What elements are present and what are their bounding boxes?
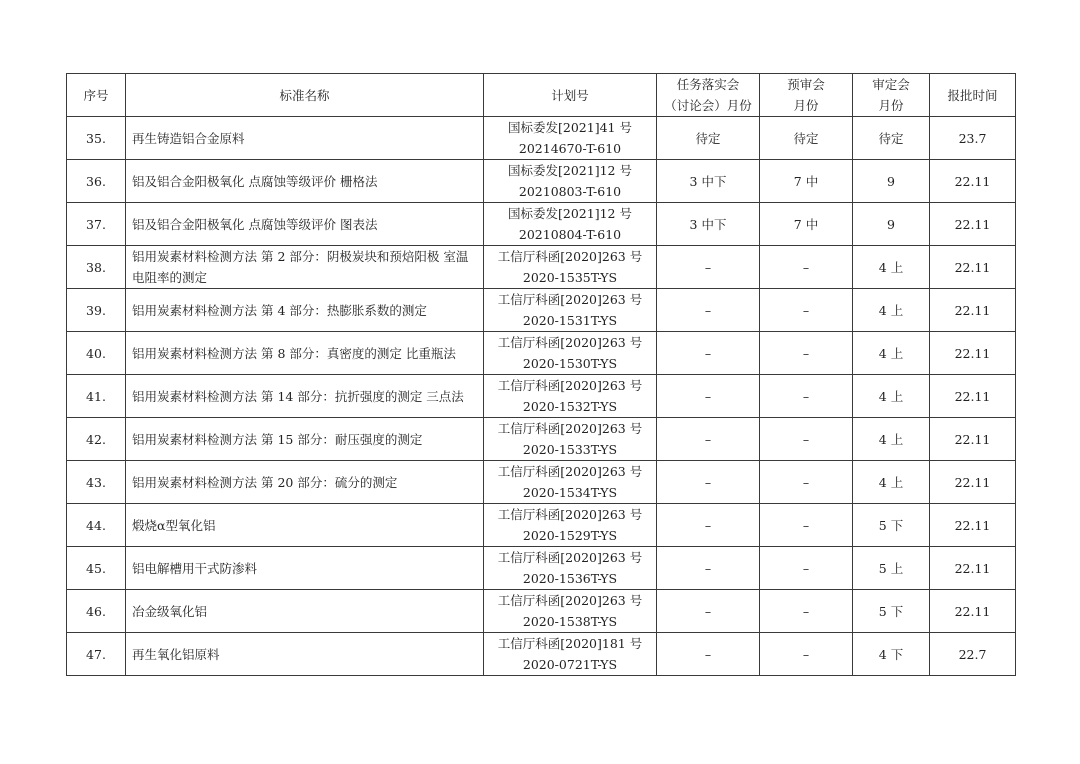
cell-task-meeting-month: 3 中下 — [657, 160, 760, 203]
cell-task-meeting-month: – — [657, 633, 760, 676]
cell-task-meeting-month: – — [657, 504, 760, 547]
cell-plan-number — [484, 160, 657, 203]
cell-task-meeting-month: – — [657, 461, 760, 504]
cell-serial-no: 40. — [67, 332, 126, 375]
plan-project-code: 2020-1534T-YS — [522, 485, 618, 500]
header-standard-name: 标准名称 — [126, 74, 484, 117]
cell-pre-review-month: – — [760, 547, 853, 590]
cell-pre-review-month: 7 中 — [760, 203, 853, 246]
cell-pre-review-month: – — [760, 633, 853, 676]
plan-project-code: 2020-0721T-YS — [522, 657, 618, 672]
plan-project-code: 20210803-T-610 — [518, 184, 622, 199]
cell-standard-name: 再生氧化铝原料 — [126, 633, 484, 676]
cell-final-review-month: 9 — [853, 203, 930, 246]
cell-plan-number — [484, 332, 657, 375]
plan-project-code: 20210804-T-610 — [518, 227, 622, 242]
cell-standard-name: 冶金级氧化铝 — [126, 590, 484, 633]
cell-standard-name: 煅烧α型氧化铝 — [126, 504, 484, 547]
cell-final-review-month: 4 上 — [853, 375, 930, 418]
plan-document-ref: 工信厅科函[2020]263 号 — [497, 292, 643, 307]
cell-task-meeting-month: – — [657, 375, 760, 418]
cell-standard-name: 铝用炭素材料检测方法 第 4 部分：热膨胀系数的测定 — [126, 289, 484, 332]
plan-document-ref: 国标委发[2021]12 号 — [508, 163, 632, 178]
cell-task-meeting-month: – — [657, 289, 760, 332]
header-final-line1: 审定会 — [872, 77, 910, 92]
cell-pre-review-month: – — [760, 461, 853, 504]
plan-document-ref: 工信厅科函[2020]263 号 — [497, 464, 643, 479]
plan-document-ref: 工信厅科函[2020]263 号 — [497, 593, 643, 608]
cell-serial-no: 36. — [67, 160, 126, 203]
plan-project-code: 2020-1530T-YS — [522, 356, 618, 371]
cell-task-meeting-month: 待定 — [657, 117, 760, 160]
cell-serial-no: 46. — [67, 590, 126, 633]
plan-project-code: 2020-1532T-YS — [522, 399, 618, 414]
header-final-line2: 月份 — [878, 98, 904, 113]
plan-project-code: 2020-1535T-YS — [522, 270, 618, 285]
plan-project-code: 2020-1536T-YS — [522, 571, 618, 586]
cell-submission-time: 22.11 — [930, 203, 1016, 246]
header-task-meeting-month — [657, 74, 760, 117]
cell-standard-name: 铝及铝合金阳极氧化 点腐蚀等级评价 图表法 — [126, 203, 484, 246]
cell-pre-review-month: – — [760, 504, 853, 547]
cell-submission-time: 22.11 — [930, 504, 1016, 547]
cell-submission-time: 22.11 — [930, 160, 1016, 203]
table-row — [67, 246, 1016, 289]
cell-submission-time: 22.11 — [930, 461, 1016, 504]
cell-serial-no: 37. — [67, 203, 126, 246]
cell-standard-name: 铝及铝合金阳极氧化 点腐蚀等级评价 栅格法 — [126, 160, 484, 203]
cell-standard-name: 铝电解槽用干式防渗料 — [126, 547, 484, 590]
cell-submission-time: 22.11 — [930, 418, 1016, 461]
cell-serial-no: 43. — [67, 461, 126, 504]
table-row — [67, 418, 1016, 461]
plan-project-code: 2020-1538T-YS — [522, 614, 618, 629]
cell-pre-review-month: – — [760, 590, 853, 633]
cell-submission-time: 22.11 — [930, 375, 1016, 418]
header-pre-line2: 月份 — [793, 98, 819, 113]
cell-final-review-month: 4 上 — [853, 461, 930, 504]
cell-final-review-month: 5 下 — [853, 590, 930, 633]
cell-plan-number — [484, 504, 657, 547]
header-task-line1: 任务落实会 — [676, 77, 740, 92]
cell-final-review-month: 4 上 — [853, 289, 930, 332]
cell-serial-no: 45. — [67, 547, 126, 590]
plan-document-ref: 工信厅科函[2020]263 号 — [497, 550, 643, 565]
cell-serial-no: 44. — [67, 504, 126, 547]
cell-submission-time: 22.11 — [930, 332, 1016, 375]
cell-pre-review-month: 7 中 — [760, 160, 853, 203]
cell-pre-review-month: – — [760, 418, 853, 461]
cell-plan-number — [484, 418, 657, 461]
cell-plan-number — [484, 289, 657, 332]
cell-task-meeting-month: – — [657, 590, 760, 633]
cell-pre-review-month: – — [760, 246, 853, 289]
cell-standard-name: 铝用炭素材料检测方法 第 15 部分：耐压强度的测定 — [126, 418, 484, 461]
header-pre-line1: 预审会 — [787, 77, 825, 92]
plan-document-ref: 工信厅科函[2020]263 号 — [497, 378, 643, 393]
cell-task-meeting-month: 3 中下 — [657, 203, 760, 246]
cell-plan-number — [484, 633, 657, 676]
cell-submission-time: 22.11 — [930, 590, 1016, 633]
cell-plan-number — [484, 547, 657, 590]
cell-standard-name: 铝用炭素材料检测方法 第 14 部分：抗折强度的测定 三点法 — [126, 375, 484, 418]
plan-document-ref: 工信厅科函[2020]263 号 — [497, 249, 643, 264]
cell-final-review-month: 4 上 — [853, 246, 930, 289]
header-final-review-month — [853, 74, 930, 117]
cell-plan-number — [484, 461, 657, 504]
table-row — [67, 633, 1016, 676]
table-row — [67, 547, 1016, 590]
plan-project-code: 2020-1529T-YS — [522, 528, 618, 543]
header-task-line2: （讨论会）月份 — [664, 98, 752, 113]
cell-submission-time: 22.11 — [930, 246, 1016, 289]
header-plan-number: 计划号 — [484, 74, 657, 117]
table-row — [67, 117, 1016, 160]
table-header-row — [67, 74, 1016, 117]
table-body — [67, 117, 1016, 676]
cell-task-meeting-month: – — [657, 332, 760, 375]
table-row — [67, 203, 1016, 246]
cell-serial-no: 35. — [67, 117, 126, 160]
cell-plan-number — [484, 246, 657, 289]
cell-pre-review-month: – — [760, 375, 853, 418]
table-row — [67, 332, 1016, 375]
cell-submission-time: 22.7 — [930, 633, 1016, 676]
cell-task-meeting-month: – — [657, 547, 760, 590]
cell-plan-number — [484, 203, 657, 246]
cell-standard-name: 铝用炭素材料检测方法 第 20 部分：硫分的测定 — [126, 461, 484, 504]
cell-pre-review-month: 待定 — [760, 117, 853, 160]
cell-final-review-month: 9 — [853, 160, 930, 203]
cell-standard-name: 铝用炭素材料检测方法 第 2 部分：阴极炭块和预焙阳极 室温电阻率的测定 — [126, 246, 484, 289]
plan-document-ref: 工信厅科函[2020]181 号 — [497, 636, 643, 651]
cell-serial-no: 38. — [67, 246, 126, 289]
cell-final-review-month: 4 上 — [853, 332, 930, 375]
cell-standard-name: 铝用炭素材料检测方法 第 8 部分：真密度的测定 比重瓶法 — [126, 332, 484, 375]
table-row — [67, 375, 1016, 418]
cell-pre-review-month: – — [760, 289, 853, 332]
cell-task-meeting-month: – — [657, 246, 760, 289]
header-serial-no: 序号 — [67, 74, 126, 117]
plan-document-ref: 工信厅科函[2020]263 号 — [497, 335, 643, 350]
cell-final-review-month: 4 下 — [853, 633, 930, 676]
header-submission-time: 报批时间 — [930, 74, 1016, 117]
cell-plan-number — [484, 375, 657, 418]
cell-submission-time: 22.11 — [930, 547, 1016, 590]
plan-project-code: 20214670-T-610 — [518, 141, 622, 156]
cell-serial-no: 47. — [67, 633, 126, 676]
cell-plan-number — [484, 117, 657, 160]
cell-final-review-month: 5 下 — [853, 504, 930, 547]
cell-final-review-month: 4 上 — [853, 418, 930, 461]
header-pre-review-month — [760, 74, 853, 117]
plan-project-code: 2020-1531T-YS — [522, 313, 618, 328]
cell-serial-no: 42. — [67, 418, 126, 461]
cell-serial-no: 41. — [67, 375, 126, 418]
table-row — [67, 461, 1016, 504]
cell-plan-number — [484, 590, 657, 633]
standards-schedule-table — [66, 73, 1016, 676]
table-row — [67, 160, 1016, 203]
plan-document-ref: 工信厅科函[2020]263 号 — [497, 421, 643, 436]
plan-document-ref: 工信厅科函[2020]263 号 — [497, 507, 643, 522]
table-row — [67, 590, 1016, 633]
cell-final-review-month: 待定 — [853, 117, 930, 160]
cell-standard-name: 再生铸造铝合金原料 — [126, 117, 484, 160]
cell-submission-time: 23.7 — [930, 117, 1016, 160]
cell-final-review-month: 5 上 — [853, 547, 930, 590]
cell-serial-no: 39. — [67, 289, 126, 332]
table-row — [67, 289, 1016, 332]
cell-task-meeting-month: – — [657, 418, 760, 461]
cell-pre-review-month: – — [760, 332, 853, 375]
plan-project-code: 2020-1533T-YS — [522, 442, 618, 457]
plan-document-ref: 国标委发[2021]12 号 — [508, 206, 632, 221]
plan-document-ref: 国标委发[2021]41 号 — [508, 120, 632, 135]
table-row — [67, 504, 1016, 547]
cell-submission-time: 22.11 — [930, 289, 1016, 332]
